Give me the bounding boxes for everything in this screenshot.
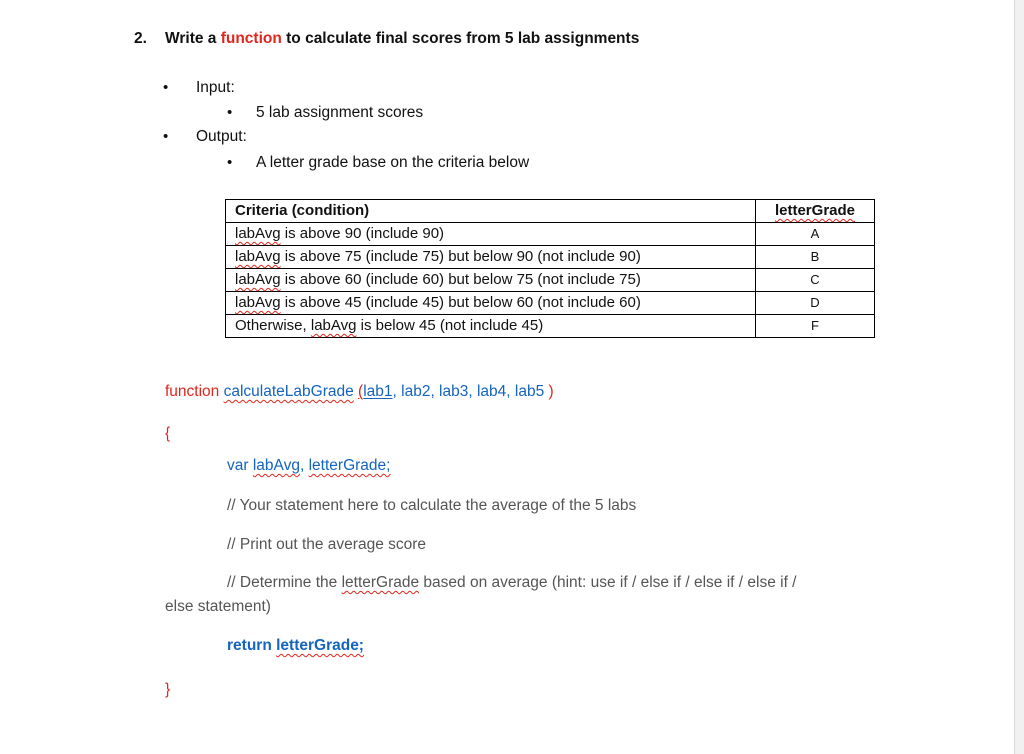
table-row: [226, 292, 875, 315]
open-paren: (: [358, 383, 364, 400]
input-label: Input:: [196, 79, 235, 96]
table-row: [226, 315, 875, 338]
comment-determine: [227, 574, 797, 592]
comment-determine-continued: else statement): [165, 598, 271, 615]
criteria-cell: [226, 315, 756, 338]
var-declaration: [227, 457, 390, 475]
close-brace: }: [165, 681, 171, 698]
criteria-rest: is below 45 (not include 45): [356, 317, 544, 334]
criteria-cell: [226, 292, 756, 315]
comment-print: // Print out the average score: [227, 536, 427, 553]
heading-highlight: function: [220, 30, 282, 47]
grade-header: letterGrade: [756, 200, 875, 223]
criteria-term: labAvg: [310, 317, 357, 334]
criteria-rest: is above 75 (include 75) but below 90 (not include 90): [280, 248, 641, 265]
grade-cell: B: [756, 246, 875, 269]
output-label: Output:: [196, 128, 247, 145]
bullet-icon: •: [227, 154, 233, 171]
function-signature: [165, 383, 554, 401]
output-item: A letter grade base on the criteria below: [256, 154, 530, 171]
table-header-row: [226, 200, 875, 223]
bullet-icon: •: [163, 128, 169, 145]
criteria-rest: is above 60 (include 60) but below 75 (not include 75): [280, 271, 641, 288]
table-row: [226, 223, 875, 246]
open-brace: {: [165, 425, 171, 442]
question-number: 2.: [134, 30, 147, 47]
heading-suffix: to calculate final scores from 5 lab assignments: [281, 30, 640, 47]
comment-average: // Your statement here to calculate the average of the 5 labs: [227, 497, 637, 514]
criteria-term: labAvg: [235, 271, 281, 288]
criteria-cell: [226, 246, 756, 269]
function-name: calculateLabGrade: [223, 383, 354, 400]
grade-cell: D: [756, 292, 875, 315]
criteria-term: labAvg: [235, 225, 281, 242]
criteria-rest: is above 45 (include 45) but below 60 (not include 60): [280, 294, 641, 311]
criteria-cell: [226, 223, 756, 246]
criteria-term: labAvg: [235, 248, 281, 265]
heading-prefix: Write a: [165, 30, 221, 47]
var-lettergrade: letterGrade;: [308, 457, 391, 474]
return-value: letterGrade;: [276, 637, 364, 654]
function-keyword: function: [165, 383, 220, 400]
bullet-icon: •: [227, 104, 233, 121]
return-keyword: return: [227, 637, 272, 654]
return-statement: [227, 637, 364, 655]
param-lab1: lab1: [363, 383, 393, 400]
criteria-pre: Otherwise,: [235, 317, 311, 334]
criteria-table: [225, 199, 875, 338]
comment-determine-term: letterGrade: [341, 574, 420, 591]
var-labavg: labAvg: [252, 457, 300, 474]
question-heading: [134, 30, 639, 48]
params-rest: , lab2, lab3, lab4, lab5: [392, 383, 549, 400]
comment-determine-post: based on average (hint: use if / else if / else if / else if /: [419, 574, 797, 591]
table-row: [226, 269, 875, 292]
criteria-cell: [226, 269, 756, 292]
var-comma: ,: [299, 457, 305, 474]
criteria-header: Criteria (condition): [226, 200, 756, 223]
criteria-term: labAvg: [235, 294, 281, 311]
criteria-rest: is above 90 (include 90): [280, 225, 445, 242]
table-row: [226, 246, 875, 269]
close-paren: ): [548, 383, 554, 400]
grade-cell: F: [756, 315, 875, 338]
bullet-icon: •: [163, 79, 169, 96]
grade-cell: C: [756, 269, 875, 292]
input-item: 5 lab assignment scores: [256, 104, 424, 121]
grade-cell: A: [756, 223, 875, 246]
comment-determine-pre: // Determine the: [227, 574, 342, 591]
var-keyword: var: [227, 457, 249, 474]
